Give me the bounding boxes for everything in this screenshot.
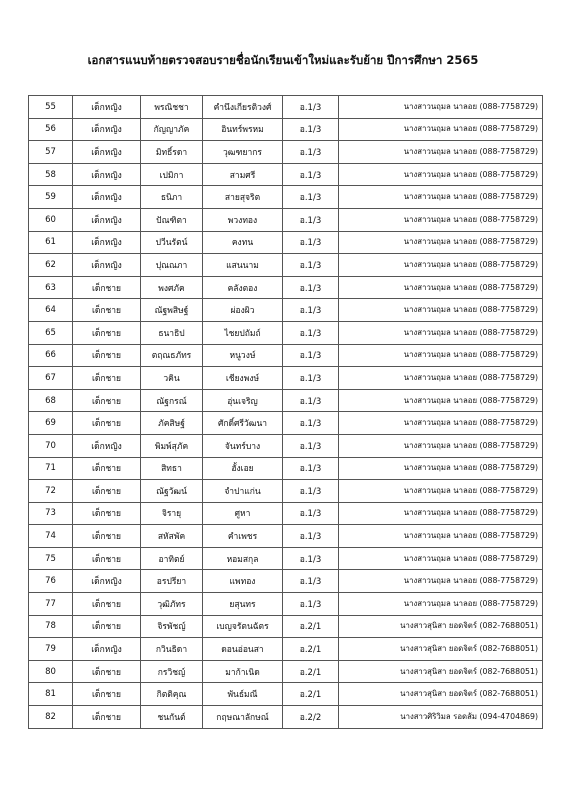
row-first-name: อรปรียา bbox=[141, 570, 203, 593]
row-last-name: อินทร์พรหม bbox=[203, 118, 283, 141]
student-table-body bbox=[29, 96, 543, 729]
row-teacher-contact: นางสาวนฤมล นาลอย (088-7758729) bbox=[339, 276, 543, 299]
row-class: อ.1/3 bbox=[283, 367, 339, 390]
row-last-name: ฮั้งเอย bbox=[203, 457, 283, 480]
row-last-name: สามศรี bbox=[203, 163, 283, 186]
row-gender: เด็กชาย bbox=[73, 480, 141, 503]
row-class: อ.2/1 bbox=[283, 638, 339, 661]
row-teacher-contact: นางสาวนฤมล นาลอย (088-7758729) bbox=[339, 457, 543, 480]
row-teacher-contact: นางสาวนฤมล นาลอย (088-7758729) bbox=[339, 593, 543, 616]
row-first-name: ตฤณธภัทร bbox=[141, 344, 203, 367]
row-first-name: ปุณณภา bbox=[141, 254, 203, 277]
row-class: อ.1/3 bbox=[283, 344, 339, 367]
row-teacher-contact: นางสาวนฤมล นาลอย (088-7758729) bbox=[339, 163, 543, 186]
row-gender: เด็กหญิง bbox=[73, 434, 141, 457]
row-first-name: ณัฐวัฒน์ bbox=[141, 480, 203, 503]
row-last-name: วุฒฑยากร bbox=[203, 141, 283, 164]
table-row bbox=[29, 706, 543, 729]
row-gender: เด็กชาย bbox=[73, 412, 141, 435]
row-number: 71 bbox=[29, 457, 73, 480]
row-number: 59 bbox=[29, 186, 73, 209]
row-class: อ.1/3 bbox=[283, 208, 339, 231]
row-first-name: วุฒิภัทร bbox=[141, 593, 203, 616]
row-class: อ.1/3 bbox=[283, 434, 339, 457]
table-row bbox=[29, 344, 543, 367]
row-last-name: มาก้าเนิด bbox=[203, 660, 283, 683]
row-class: อ.1/3 bbox=[283, 141, 339, 164]
row-number: 65 bbox=[29, 321, 73, 344]
row-gender: เด็กหญิง bbox=[73, 570, 141, 593]
row-class: อ.1/3 bbox=[283, 570, 339, 593]
row-number: 73 bbox=[29, 502, 73, 525]
row-last-name: คงทน bbox=[203, 231, 283, 254]
row-gender: เด็กหญิง bbox=[73, 96, 141, 119]
page-title: เอกสารแนบท้ายตรวจสอบรายชื่อนักเรียนเข้าใหม่และรับย้าย ปีการศึกษา 2565 bbox=[87, 53, 479, 67]
row-class: อ.1/3 bbox=[283, 389, 339, 412]
row-class: อ.1/3 bbox=[283, 480, 339, 503]
row-first-name: เปมิกา bbox=[141, 163, 203, 186]
table-row bbox=[29, 231, 543, 254]
row-teacher-contact: นางสาวนฤมล นาลอย (088-7758729) bbox=[339, 299, 543, 322]
row-teacher-contact: นางสาวนฤมล นาลอย (088-7758729) bbox=[339, 434, 543, 457]
row-number: 58 bbox=[29, 163, 73, 186]
row-last-name: แสนนาม bbox=[203, 254, 283, 277]
row-last-name: หนูวงษ์ bbox=[203, 344, 283, 367]
row-gender: เด็กหญิง bbox=[73, 231, 141, 254]
row-last-name: เชียงพงษ์ bbox=[203, 367, 283, 390]
row-last-name: ศูหา bbox=[203, 502, 283, 525]
row-last-name: คำเพชร bbox=[203, 525, 283, 548]
row-class: อ.1/3 bbox=[283, 525, 339, 548]
row-teacher-contact: นางสาวนฤมล นาลอย (088-7758729) bbox=[339, 525, 543, 548]
row-teacher-contact: นางสาวนฤมล นาลอย (088-7758729) bbox=[339, 344, 543, 367]
row-number: 81 bbox=[29, 683, 73, 706]
row-last-name: กฤษณาลักษณ์ bbox=[203, 706, 283, 729]
row-first-name: กรวิชญ์ bbox=[141, 660, 203, 683]
table-row bbox=[29, 254, 543, 277]
row-number: 76 bbox=[29, 570, 73, 593]
row-class: อ.1/3 bbox=[283, 412, 339, 435]
row-teacher-contact: นางสาวสุนิสา ยอดจิตร์ (082-7688051) bbox=[339, 683, 543, 706]
row-gender: เด็กชาย bbox=[73, 706, 141, 729]
row-number: 79 bbox=[29, 638, 73, 661]
row-number: 60 bbox=[29, 208, 73, 231]
row-teacher-contact: นางสาวสุนิสา ยอดจิตร์ (082-7688051) bbox=[339, 615, 543, 638]
row-gender: เด็กหญิง bbox=[73, 141, 141, 164]
row-last-name: เบญจรัตนฉัตร bbox=[203, 615, 283, 638]
row-last-name: ดอนอ่อนสา bbox=[203, 638, 283, 661]
row-gender: เด็กชาย bbox=[73, 389, 141, 412]
row-gender: เด็กหญิง bbox=[73, 638, 141, 661]
row-last-name: พวงทอง bbox=[203, 208, 283, 231]
row-class: อ.1/3 bbox=[283, 321, 339, 344]
row-teacher-contact: นางสาวนฤมล นาลอย (088-7758729) bbox=[339, 208, 543, 231]
row-gender: เด็กชาย bbox=[73, 660, 141, 683]
row-first-name: ณัฐพสิษฐ์ bbox=[141, 299, 203, 322]
row-number: 69 bbox=[29, 412, 73, 435]
table-row bbox=[29, 525, 543, 548]
table-row bbox=[29, 480, 543, 503]
row-first-name: จิรายุ bbox=[141, 502, 203, 525]
table-row bbox=[29, 321, 543, 344]
row-gender: เด็กชาย bbox=[73, 683, 141, 706]
row-last-name: จำปาแก่น bbox=[203, 480, 283, 503]
row-last-name: ผ่องผิว bbox=[203, 299, 283, 322]
row-teacher-contact: นางสาวนฤมล นาลอย (088-7758729) bbox=[339, 367, 543, 390]
row-teacher-contact: นางสาวสุนิสา ยอดจิตร์ (082-7688051) bbox=[339, 638, 543, 661]
row-teacher-contact: นางสาวนฤมล นาลอย (088-7758729) bbox=[339, 118, 543, 141]
row-class: อ.2/1 bbox=[283, 615, 339, 638]
table-row bbox=[29, 683, 543, 706]
row-number: 77 bbox=[29, 593, 73, 616]
row-number: 78 bbox=[29, 615, 73, 638]
row-first-name: ณัฐกรณ์ bbox=[141, 389, 203, 412]
row-number: 72 bbox=[29, 480, 73, 503]
row-teacher-contact: นางสาวนฤมล นาลอย (088-7758729) bbox=[339, 412, 543, 435]
table-row bbox=[29, 163, 543, 186]
row-number: 61 bbox=[29, 231, 73, 254]
row-class: อ.1/3 bbox=[283, 254, 339, 277]
row-gender: เด็กชาย bbox=[73, 321, 141, 344]
row-first-name: ภัคสิษฐ์ bbox=[141, 412, 203, 435]
row-number: 67 bbox=[29, 367, 73, 390]
row-last-name: พันธ์มณี bbox=[203, 683, 283, 706]
row-number: 57 bbox=[29, 141, 73, 164]
table-row bbox=[29, 547, 543, 570]
row-first-name: ปวีนรัตน์ bbox=[141, 231, 203, 254]
row-class: อ.1/3 bbox=[283, 96, 339, 119]
row-class: อ.1/3 bbox=[283, 276, 339, 299]
row-class: อ.1/3 bbox=[283, 186, 339, 209]
table-row bbox=[29, 412, 543, 435]
row-number: 66 bbox=[29, 344, 73, 367]
row-class: อ.2/1 bbox=[283, 683, 339, 706]
table-row bbox=[29, 434, 543, 457]
row-class: อ.1/3 bbox=[283, 457, 339, 480]
row-last-name: สายสุจริต bbox=[203, 186, 283, 209]
table-row bbox=[29, 457, 543, 480]
row-last-name: คลังตอง bbox=[203, 276, 283, 299]
row-first-name: อาทิตย์ bbox=[141, 547, 203, 570]
row-last-name: อุ่นเจริญ bbox=[203, 389, 283, 412]
row-class: อ.2/2 bbox=[283, 706, 339, 729]
row-class: อ.1/3 bbox=[283, 502, 339, 525]
row-number: 70 bbox=[29, 434, 73, 457]
row-gender: เด็กหญิง bbox=[73, 163, 141, 186]
row-gender: เด็กชาย bbox=[73, 547, 141, 570]
table-row bbox=[29, 570, 543, 593]
row-gender: เด็กชาย bbox=[73, 299, 141, 322]
table-row bbox=[29, 118, 543, 141]
row-teacher-contact: นางสาวศิริวิมล รอดส้ม (094-4704869) bbox=[339, 706, 543, 729]
row-first-name: กิตติคุณ bbox=[141, 683, 203, 706]
table-row bbox=[29, 141, 543, 164]
table-row bbox=[29, 276, 543, 299]
row-class: อ.2/1 bbox=[283, 660, 339, 683]
row-last-name: คำนึงเกียรติวงศ์ bbox=[203, 96, 283, 119]
table-row bbox=[29, 186, 543, 209]
row-first-name: กัญญาภัค bbox=[141, 118, 203, 141]
row-number: 82 bbox=[29, 706, 73, 729]
row-last-name: ยสุนทร bbox=[203, 593, 283, 616]
row-number: 55 bbox=[29, 96, 73, 119]
row-teacher-contact: นางสาวนฤมล นาลอย (088-7758729) bbox=[339, 186, 543, 209]
row-gender: เด็กหญิง bbox=[73, 186, 141, 209]
row-teacher-contact: นางสาวนฤมล นาลอย (088-7758729) bbox=[339, 321, 543, 344]
row-number: 80 bbox=[29, 660, 73, 683]
table-row bbox=[29, 96, 543, 119]
row-first-name: ชนกันต์ bbox=[141, 706, 203, 729]
student-table bbox=[28, 95, 543, 729]
row-teacher-contact: นางสาวนฤมล นาลอย (088-7758729) bbox=[339, 254, 543, 277]
row-teacher-contact: นางสาวนฤมล นาลอย (088-7758729) bbox=[339, 389, 543, 412]
row-gender: เด็กชาย bbox=[73, 593, 141, 616]
row-last-name: จันทร์บาง bbox=[203, 434, 283, 457]
row-class: อ.1/3 bbox=[283, 593, 339, 616]
row-first-name: จิรพัชญ์ bbox=[141, 615, 203, 638]
row-teacher-contact: นางสาวนฤมล นาลอย (088-7758729) bbox=[339, 231, 543, 254]
row-gender: เด็กชาย bbox=[73, 367, 141, 390]
row-number: 62 bbox=[29, 254, 73, 277]
row-last-name: ศักดิ์ศรีวัฒนา bbox=[203, 412, 283, 435]
row-gender: เด็กหญิง bbox=[73, 208, 141, 231]
row-class: อ.1/3 bbox=[283, 231, 339, 254]
table-row bbox=[29, 208, 543, 231]
row-first-name: มิทธิ์รดา bbox=[141, 141, 203, 164]
table-row bbox=[29, 502, 543, 525]
row-gender: เด็กชาย bbox=[73, 502, 141, 525]
table-row bbox=[29, 615, 543, 638]
table-row bbox=[29, 389, 543, 412]
row-number: 74 bbox=[29, 525, 73, 548]
row-first-name: พงศภัค bbox=[141, 276, 203, 299]
row-number: 75 bbox=[29, 547, 73, 570]
table-row bbox=[29, 299, 543, 322]
row-first-name: พรณิชชา bbox=[141, 96, 203, 119]
row-gender: เด็กชาย bbox=[73, 615, 141, 638]
row-number: 64 bbox=[29, 299, 73, 322]
row-teacher-contact: นางสาวนฤมล นาลอย (088-7758729) bbox=[339, 96, 543, 119]
row-number: 56 bbox=[29, 118, 73, 141]
row-teacher-contact: นางสาวสุนิสา ยอดจิตร์ (082-7688051) bbox=[339, 660, 543, 683]
row-first-name: พิมพ์สุภัค bbox=[141, 434, 203, 457]
row-teacher-contact: นางสาวนฤมล นาลอย (088-7758729) bbox=[339, 141, 543, 164]
row-gender: เด็กชาย bbox=[73, 344, 141, 367]
row-teacher-contact: นางสาวนฤมล นาลอย (088-7758729) bbox=[339, 502, 543, 525]
row-teacher-contact: นางสาวนฤมล นาลอย (088-7758729) bbox=[339, 480, 543, 503]
row-class: อ.1/3 bbox=[283, 299, 339, 322]
row-first-name: ธนาธิป bbox=[141, 321, 203, 344]
row-class: อ.1/3 bbox=[283, 547, 339, 570]
row-first-name: กวินธิดา bbox=[141, 638, 203, 661]
table-row bbox=[29, 367, 543, 390]
row-first-name: สหัสพัค bbox=[141, 525, 203, 548]
table-row bbox=[29, 593, 543, 616]
table-row bbox=[29, 638, 543, 661]
row-last-name: หอมสกุล bbox=[203, 547, 283, 570]
row-number: 63 bbox=[29, 276, 73, 299]
row-gender: เด็กหญิง bbox=[73, 118, 141, 141]
row-class: อ.1/3 bbox=[283, 163, 339, 186]
row-teacher-contact: นางสาวนฤมล นาลอย (088-7758729) bbox=[339, 570, 543, 593]
row-gender: เด็กหญิง bbox=[73, 254, 141, 277]
row-first-name: ธนิภา bbox=[141, 186, 203, 209]
row-first-name: สิทธา bbox=[141, 457, 203, 480]
row-gender: เด็กชาย bbox=[73, 525, 141, 548]
row-gender: เด็กชาย bbox=[73, 457, 141, 480]
row-last-name: แพทอง bbox=[203, 570, 283, 593]
row-last-name: ไชยปถัมถ์ bbox=[203, 321, 283, 344]
row-class: อ.1/3 bbox=[283, 118, 339, 141]
row-gender: เด็กชาย bbox=[73, 276, 141, 299]
table-row bbox=[29, 660, 543, 683]
row-teacher-contact: นางสาวนฤมล นาลอย (088-7758729) bbox=[339, 547, 543, 570]
row-number: 68 bbox=[29, 389, 73, 412]
row-first-name: ปัณฑิตา bbox=[141, 208, 203, 231]
row-first-name: วคิน bbox=[141, 367, 203, 390]
